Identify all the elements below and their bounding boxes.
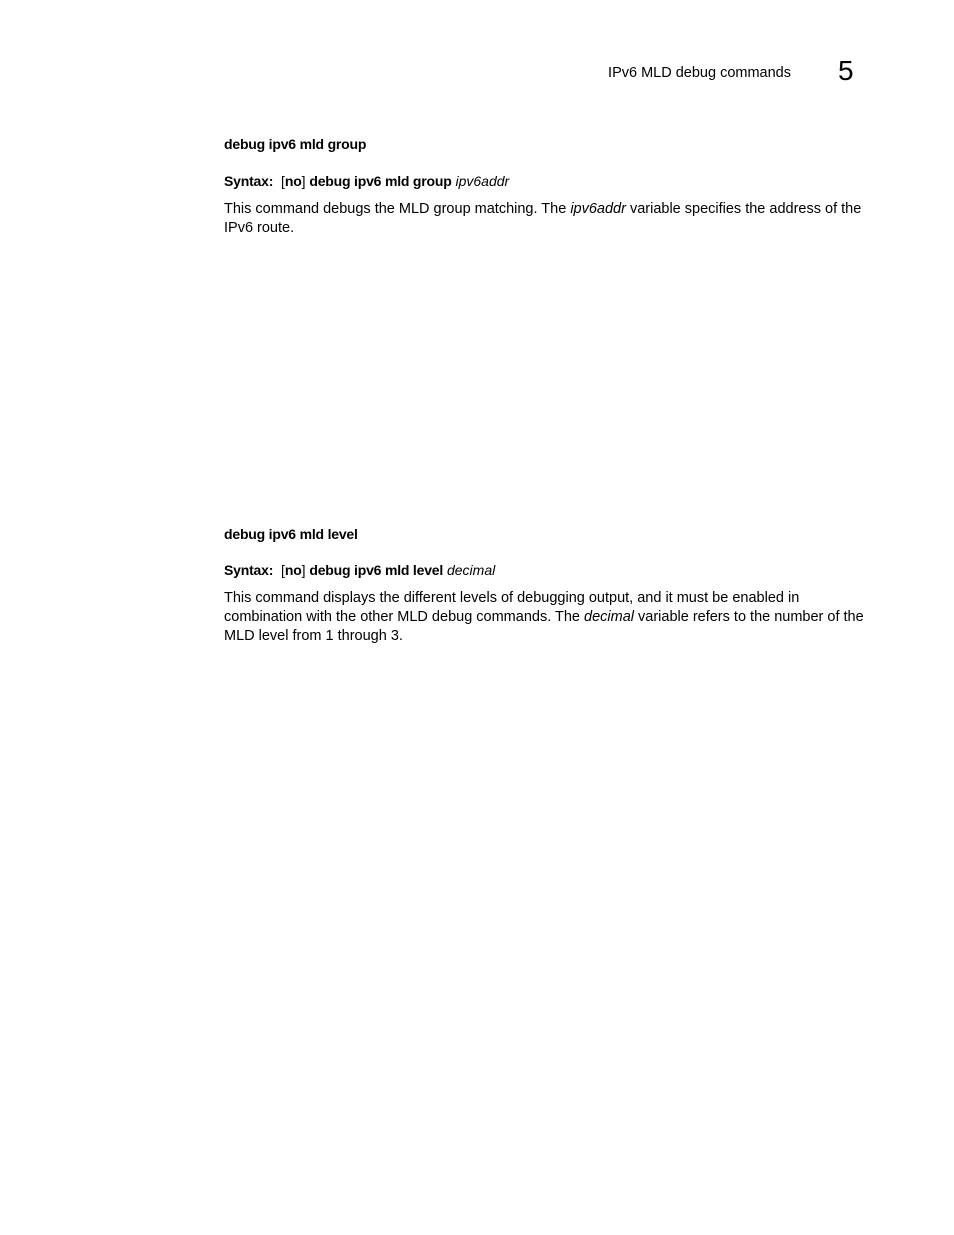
syntax-label: Syntax: bbox=[224, 173, 274, 189]
syntax-variable: decimal bbox=[446, 562, 496, 578]
syntax-line bbox=[224, 562, 495, 578]
optional-keyword: no bbox=[284, 173, 302, 189]
description-text: This command displays the different levels of debugging output, and it must be enabled in combination with the other MLD debug commands. The bbox=[224, 590, 800, 625]
description-text: This command debugs the MLD group matching. The bbox=[224, 201, 571, 217]
syntax-label: Syntax: bbox=[224, 562, 274, 578]
description-text: variable refers to the number of the MLD level from 1 through 3. bbox=[224, 609, 864, 644]
section-heading: debug ipv6 mld group bbox=[224, 136, 367, 152]
syntax-variable: ipv6addr bbox=[455, 173, 510, 189]
chapter-number: 5 bbox=[838, 55, 854, 86]
bracket-open: [ bbox=[280, 173, 285, 189]
optional-keyword: no bbox=[284, 562, 302, 578]
section-heading: debug ipv6 mld level bbox=[224, 526, 358, 542]
syntax-command: debug ipv6 mld level bbox=[309, 562, 444, 578]
syntax-line bbox=[224, 173, 509, 189]
bracket-close: ] bbox=[301, 562, 306, 578]
description-text: variable specifies the address of the IPv6 route. bbox=[224, 201, 862, 236]
section-description bbox=[224, 589, 874, 646]
syntax-command: debug ipv6 mld group bbox=[309, 173, 452, 189]
description-variable: ipv6addr bbox=[570, 201, 626, 217]
running-header: IPv6 MLD debug commands bbox=[608, 65, 791, 81]
description-variable: decimal bbox=[584, 609, 634, 625]
bracket-open: [ bbox=[280, 562, 285, 578]
section-description bbox=[224, 200, 874, 238]
bracket-close: ] bbox=[301, 173, 306, 189]
